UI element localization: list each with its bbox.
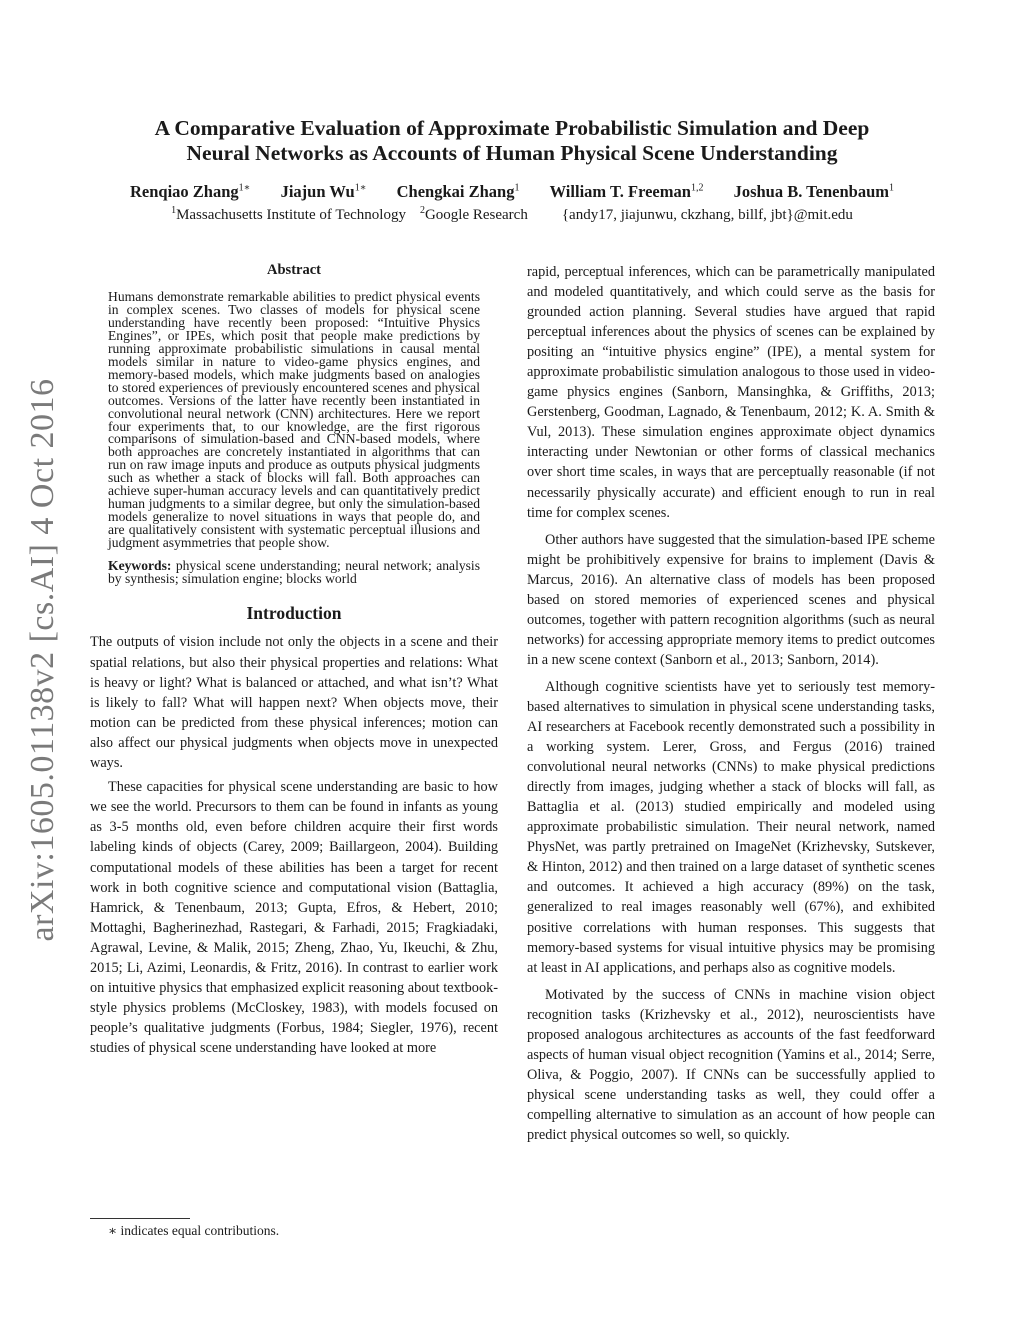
keywords xyxy=(108,559,480,585)
affil-institution-1: Massachusetts Institute of Technology xyxy=(176,207,406,223)
abstract-heading: Abstract xyxy=(267,262,321,278)
intro-paragraph: These capacities for physical scene understanding are basic to how we see the world. Precursors to them can be found in infants as young as 3-5 months old, even before children acquire their first words labeling kinds of objects (Carey, 2009; Baillargeon, 2004). Building computational models of these abilities has been a target for recent work in both cognitive science and computational vision (Battaglia, Hamrick, & Tenenbaum, 2013; Gupta, Efros, & Hebert, 2010; Mottaghi, Bagherinezhad, Rastegari, & Farhadi, 2015; Fragkiadaki, Agrawal, Levine, & Malik, 2015; Zheng, Zhao, Yu, Ikeuchi, & Zhu, 2015; Li, Azimi, Leonardis, & Fritz, 2016). In contrast to earlier work on intuitive physics that emphasized explicit reasoning about textbook-style physics problems (McCloskey, 1983), with models focused on people’s qualitative judgments (Forbus, 1984; Siegler, 1976), recent studies of physical scene understanding have looked at more xyxy=(90,779,498,1057)
author: Chengkai Zhang$^1$ xyxy=(396,182,520,201)
affil-mark-2: 2 xyxy=(419,205,425,216)
abstract xyxy=(90,262,498,585)
footnote xyxy=(90,1218,498,1239)
body-paragraph: Motivated by the success of CNNs in machine vision object recognition tasks (Krizhevsky et al., 2012), neuroscientists have proposed analogous architectures as accounts of the fast feedforward aspects of human visual object recognition (Yamins et al., 2014; Serre, Oliva, & Poggio, 2007). If CNNs can be successfully applied to physical scene understanding tasks as well, they could offer a compelling alternative to simulation as an account of how people can predict physical outcomes so well, so quickly. xyxy=(527,986,935,1143)
author-mark: 1∗ xyxy=(354,182,367,194)
title-line-2: Neural Networks as Accounts of Human Physical Scene Understanding xyxy=(186,141,838,165)
title-line-1: A Comparative Evaluation of Approximate Probabilistic Simulation and Deep xyxy=(154,116,870,140)
affiliations xyxy=(90,205,934,224)
author-mark: 1∗ xyxy=(238,182,251,194)
left-column xyxy=(90,262,498,1058)
keywords-label: Keywords: xyxy=(108,558,172,574)
body-paragraph: Although cognitive scientists have yet to seriously test memory-based alternatives to simulation in physical scene understanding tasks, AI researchers at Facebook recently demonstrated such a possibility in a working system. Lerer, Gross, and Fergus (2016) trained convolutional neural networks (CNNs) to make physical predictions directly from images, judging whether a stack of blocks will fall, as Battaglia et al. (2013) studied empirically and modeled using approximate probabilistic simulation. Their neural network, named PhysNet, was partly pretrained on ImageNet (Krizhevsky, Sutskever, & Hinton, 2012) and then trained on a large dataset of synthetic scenes and outcomes. It achieved a high accuracy (89%) on the task, generalized to real images reasonably well (67%), and exhibited positive correlations with human responses. This suggests that memory-based systems for visual intuitive physics may be promising at least in AI applications, and perhaps also as cognitive models. xyxy=(527,678,935,976)
author-list xyxy=(90,182,934,202)
paper-title xyxy=(90,116,934,166)
body-paragraph: Other authors have suggested that the simulation-based IPE scheme might be prohibitively expensive for brains to implement (Davis & Marcus, 2016). An alternative class of models has been proposed based on stored memories of experienced scenes and physical outcomes, together with pattern recognition algorithms (such as neural networks) for accessing appropriate memory items to predict outcomes in a new scene context (Sanborn et al., 2013; Sanborn, 2014). xyxy=(527,531,935,668)
keywords-text: physical scene understanding; neural network; analysis by synthesis; simulation engine; blocks world xyxy=(108,558,480,587)
abstract-body: Humans demonstrate remarkable abilities to predict physical events in complex scenes. Two classes of models for physical scene understanding have recently been proposed: “Intuitive Physics Engines”, or IPEs, which posit that people make predictions by running approximate probabilistic simulations in causal mental models similar in nature to video-game physics engines, and memory-based models, which make judgments based on analogies to stored experiences of previously encountered scenes and physical outcomes. Versions of the latter have recently been instantiated in convolutional neural network (CNN) architectures. Here we report four experiments that, to our knowledge, are the first rigorous comparisons of simulation-based and CNN-based models, where both approaches are concretely instantiated in algorithms that can run on raw image inputs and produce as outputs physical judgments such as whether a stack of blocks will fall. Both approaches can achieve super-human accuracy levels and can quantitatively predict human judgments to a similar degree, but only the simulation-based models generalize to novel situations in ways that people do, and are qualitatively consistent with systematic perceptual illusions and judgment asymmetries that people show. xyxy=(108,289,480,551)
arxiv-identifier-stamp xyxy=(22,380,64,940)
author-emails: {andy17, jiajunwu, ckzhang, billf, jbt}@mit.edu xyxy=(561,207,853,223)
body-paragraph: rapid, perceptual inferences, which can be parametrically manipulated and modeled quantitatively, and which could serve as the basis for grounded action planning. Several studies have argued that rapid perceptual inferences about the physics of scenes can be explained by positing an “intuitive physics engine” (IPE), a mental system for approximate probabilistic simulation analogous to those used in video-game physics engines (Sanborn, Mansinghka, & Griffiths, 2013; Gerstenberg, Goodman, Lagnado, & Tenenbaum, 2012; K. A. Smith & Vul, 2013). These simulation engines approximate object dynamics interacting under Newtonian or other forms of classical mechanics over short time scales, in ways that are perceptually reasonable (if not necessarily physically accurate) and efficient enough to run in real time for complex scenes. xyxy=(527,264,935,521)
author-mark: 1 xyxy=(889,182,895,194)
author: William T. Freeman$^{1,2}$ xyxy=(549,182,704,201)
intro-paragraph: The outputs of vision include not only the objects in a scene and their spatial relations, but also their physical properties and relations: What is heavy or light? What is balanced or attached, and what isn’t? What is likely to fall? What will happen next? When objects move, their motion can be predicted from these physical inferences; motion can also affect our physical judgments when objects move in unexpected ways. xyxy=(90,634,498,772)
affil-institution-2: Google Research xyxy=(424,207,528,223)
affil-mark-1: 1 xyxy=(171,205,177,216)
author-mark: 1,2 xyxy=(690,182,704,194)
arxiv-identifier-text: arXiv:1605.01138v2 [cs.AI] 4 Oct 2016 xyxy=(24,378,61,942)
author-mark: 1 xyxy=(514,182,520,194)
author: Renqiao Zhang$^{1∗}$ xyxy=(129,182,251,201)
footnote-rule xyxy=(90,1218,190,1219)
author: Joshua B. Tenenbaum$^1$ xyxy=(733,182,895,201)
right-column xyxy=(527,262,935,1145)
footnote-text: ∗ indicates equal contributions. xyxy=(108,1223,280,1238)
introduction-heading: Introduction xyxy=(246,603,342,624)
author: Jiajun $Wu^{1∗}$ xyxy=(280,182,367,201)
